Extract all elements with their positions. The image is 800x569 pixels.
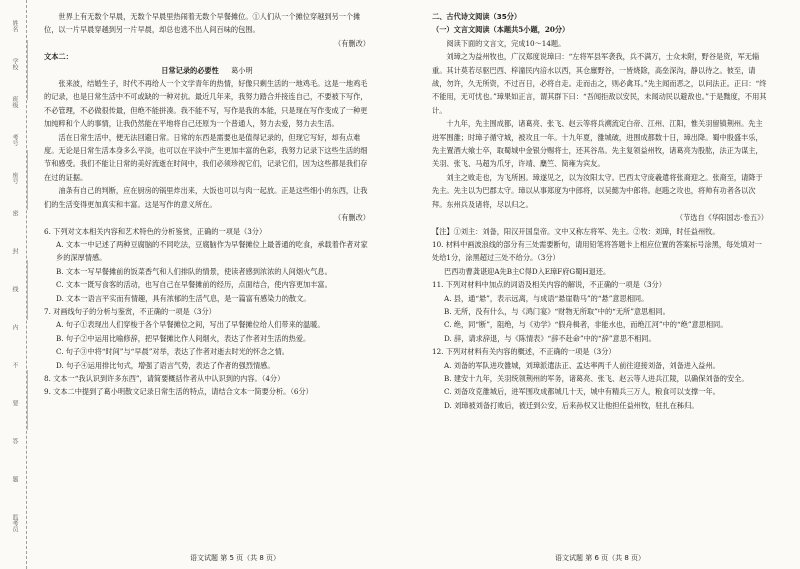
binding-field <box>27 260 36 320</box>
question-11-option-b: B. 无所，没有什么，与《鸿门宴》“财物无所取”中的“无所”意思相同。 <box>444 306 670 316</box>
question-7-option-b: B. 句子②中运用比喻修辞，把早餐摊比作人间烟火，表达了作者对生活的热爱。 <box>56 333 311 343</box>
text2-para3: 油条有自己的判断，应在厨房的锅里炸出来，大饭也可以与肉一起放。正是这些细小的东西，让我们的生活变得更加真实和丰富。这是写作的意义所在。 <box>44 186 368 209</box>
binding-field <box>27 40 36 100</box>
binding-label: 答 <box>11 438 18 444</box>
question-7: 7. 对画线句子的分析与鉴赏，不正确的一项是（3分） <box>44 306 216 316</box>
text2-para1: 张来波，结婚生子，时代不再给人一个文学青年的热情，好像只剩生活的一地鸡毛。这是一地鸡毛的记录，也是日常生活中不可或缺的一种对抗。最近几年来，我努力踏合并接连自己，不要被下写作，不必管理，不必做很传最，但绝不能拼凑。我不能不写，写作是我的本能，只是现在写作变成了一种更加纯粹和个人的事情，让我仍然能在平地将自己还原为一个普通人，努力去爱，努力去生活。 <box>44 79 368 129</box>
page-footer-right: 语文试题 第 6 页（共 8 页） <box>555 554 646 562</box>
source-note: （节选自《华阳国志·卷五》） <box>675 213 768 223</box>
binding-label: 学校 <box>11 58 18 70</box>
question-8: 8. 文本一“我认识到许多东西”，请简要概括作者从中认识到的内容。（4分） <box>44 373 285 383</box>
question-10-sentence: 巴西功曹龚谌迎A先B主C得D入E璋F府G蜀H退还。 <box>444 266 611 276</box>
page-footer-left: 语文试题 第 5 页（共 8 页） <box>190 554 281 562</box>
binding-label: 密 <box>11 210 18 216</box>
question-12-option-b: B. 建安十九年，关羽统领荆州的军务，诸葛亮、张飞、赵云等人进兵江陵，以确保刘备的安全。 <box>444 373 749 383</box>
right-column <box>432 10 768 412</box>
binding-label: 线 <box>11 286 18 292</box>
question-10: 10. 材料中画波浪线的部分有三处需要断句，请用铅笔将答题卡上相应位置的答案标号涂黑，每处填对一处给1分，涂黑超过三处不给分。（3分） <box>432 239 762 263</box>
edit-note: （有删改） <box>334 38 370 48</box>
passage1-end: 世界上有无数个早晨，无数个早晨里热闹着无数个早餐摊位。①人们从一个摊位穿越到另一个摊位，以一片早晨穿越到另一片早晨，却总也逃不出人间百味的包围。 <box>44 12 361 35</box>
question-6-option-c: C. 文本一既写食客的活动，也写自己在早餐摊前的经历，点面结合，使内容更加丰富。 <box>56 280 332 290</box>
binding-margin <box>4 0 27 569</box>
binding-field <box>27 370 36 430</box>
question-12-option-a: A. 刘备的军队进攻雒城，刘璋派遣法正、孟达率两千人前往迎接刘备，刘备进入益州。 <box>444 360 720 370</box>
question-11-option-d: D. 辞，请求辞退，与《陈情表》“辞不赴命”中的“辞”意思不相同。 <box>444 333 656 343</box>
question-12-option-d: D. 刘璋被刘备打败后，被迁到公安，后来孙权又让他担任益州牧，驻扎在秭归。 <box>444 400 699 410</box>
classical-para1: 刘璋之为益州牧也，广汉郑度说璋曰：“左将军县军袭我，兵不满万，士众未附，野谷是资，军无辎重。其计莫若尽驱巴西、梓潼民内涪水以西，其仓廪野谷，一皆烧除，高垒深沟，静以待之。彼至，请战，勿许，久无所资，不过百日，必将自走。走而击之，则必禽耳。”先主闻而恶之，以问法正。正曰：“终不能用，无可忧也。”璋果如正言，谓其群下曰：“吾闻拒敌以安民，未闻动民以避敌也。”于是黜度，不用其计。 <box>432 52 767 115</box>
reading-instruction: 阅读下面的文言文，完成10～14题。 <box>446 38 566 48</box>
binding-label: 座号 <box>11 172 18 184</box>
question-12-option-c: C. 刘备攻克雒城后，进军围攻成都城几十天，城中有精兵三万人，粮食可以支撑一年。 <box>444 387 720 397</box>
text2-para2: 活在日常生活中，便无法回避日常。日常的东西是需要也是值得记录的，但现它写好，却有点难度。无论是日常生活本身多么平淡，也可以在平淡中产生更加丰富的色彩，我努力记录下这些生活的细节和感受。我们不能让日常的美好流逝在时间中，我们必须珍视它们，记录它们，因为这些都是我们存在过的证据。 <box>44 132 368 182</box>
text2-author: 葛小明 <box>231 65 253 75</box>
classical-para2: 十九年，先主围成都，诸葛亮、张飞、赵云等将兵溯流定白帝、江州、江阳，惟关羽留镇荆州。先主进军围雒；时璋子循守城，被攻且一年。十九年夏，雒城破，进围成都数十日，璋出降。蜀中殷盛丰乐，先主置酒大飨士卒，取蜀城中金银分赐将士，还其谷帛。先主复领益州牧，诸葛亮为股肱，法正为谋主，关羽、张飞、马超为爪牙，许靖、麋竺、简雍为宾友。 <box>432 119 763 169</box>
binding-label: 要 <box>11 400 18 406</box>
section-heading: 二、古代诗文阅读（35分） <box>432 12 522 21</box>
question-11-option-a: A. 县，通“悬”，表示远离，与成语“悬崖勒马”的“悬”意思相同。 <box>444 293 649 303</box>
question-6: 6. 下列对文本相关内容和艺术特色的分析鉴赏，正确的一项是（3分） <box>44 226 267 236</box>
text2-label-text: 文本二： <box>44 52 73 62</box>
annotation: 【注】①刘主：刘备，阳汉开国皇帝。文中又称左将军、先主。②牧：刘璋，时任益州牧。 <box>432 226 720 236</box>
question-11-option-c: C. 绝，同“断”，阻绝，与《劝学》“假舟楫者，非能水也，而绝江河”中的“绝”意思相同。 <box>444 320 728 330</box>
question-12: 12. 下列对材料有关内容的概述，不正确的一项是（3分） <box>432 347 616 357</box>
question-6-option-d: D. 文本一语言平实而有情趣，具有浓郁的生活气息，是一篇富有感染力的散文。 <box>56 293 311 303</box>
binding-label: 封 <box>11 248 18 254</box>
text2-label <box>44 50 370 63</box>
question-6-option-a: A. 文本一中记述了两种豆腐脑的不同吃法，豆腐脑作为早餐摊位上最普通的吃食，承载着作者对家乡的深厚情感。 <box>56 239 368 263</box>
binding-label: 不 <box>11 362 18 368</box>
binding-label: 内 <box>11 324 18 330</box>
binding-field <box>27 150 36 210</box>
question-7-option-d: D. 句子④运用排比句式，增强了语言气势，表达了作者的强烈情感。 <box>56 360 275 370</box>
question-6-option-b: B. 文本一写早餐摊前的饭菜香气和人们排队的情景，使读者感到浓浓的人间烟火气息。 <box>56 266 332 276</box>
binding-label: 监考员 <box>11 514 18 532</box>
text2-heading <box>44 64 370 77</box>
left-column <box>44 10 370 399</box>
question-7-option-a: A. 句子①表现出人们穿梭于各个早餐摊位之间，写出了早餐摊位给人们带来的温暖。 <box>56 320 325 330</box>
binding-label: 姓名 <box>11 20 18 32</box>
question-11: 11. 下列对材料中加点的词语及相关内容的解说，不正确的一项是（3分） <box>432 280 666 290</box>
text2-title: 日常记录的必要性 <box>161 65 219 75</box>
classical-para3: 刘主之败走也，为飞所困。璋遂见之，以为汝阳太守。巴西太守庞羲遣将张裔迎之。张裔至，请降于先主。先主以为巴郡太守。璋以从事郑度为中郎将，以吴懿为中郎将。赵韪之攻也，将帅有功者各以次拜。东州兵及诸将，尽以归之。 <box>432 172 763 209</box>
question-9: 9. 文本二中提到了葛小明散文记录日常生活的特点，请结合文本一简要分析。（6分） <box>44 387 313 397</box>
edit-note: （有删改） <box>334 213 370 223</box>
subsection-heading: （一）文言文阅读（本题共5小题，20分） <box>432 25 570 35</box>
binding-label: 班级 <box>11 96 18 108</box>
question-7-option-c: C. 句子③中将“时间”与“早晨”对举，表达了作者对逝去时光的怀念之情。 <box>56 347 289 357</box>
binding-label: 题 <box>11 476 18 482</box>
binding-label: 考号 <box>11 134 18 146</box>
